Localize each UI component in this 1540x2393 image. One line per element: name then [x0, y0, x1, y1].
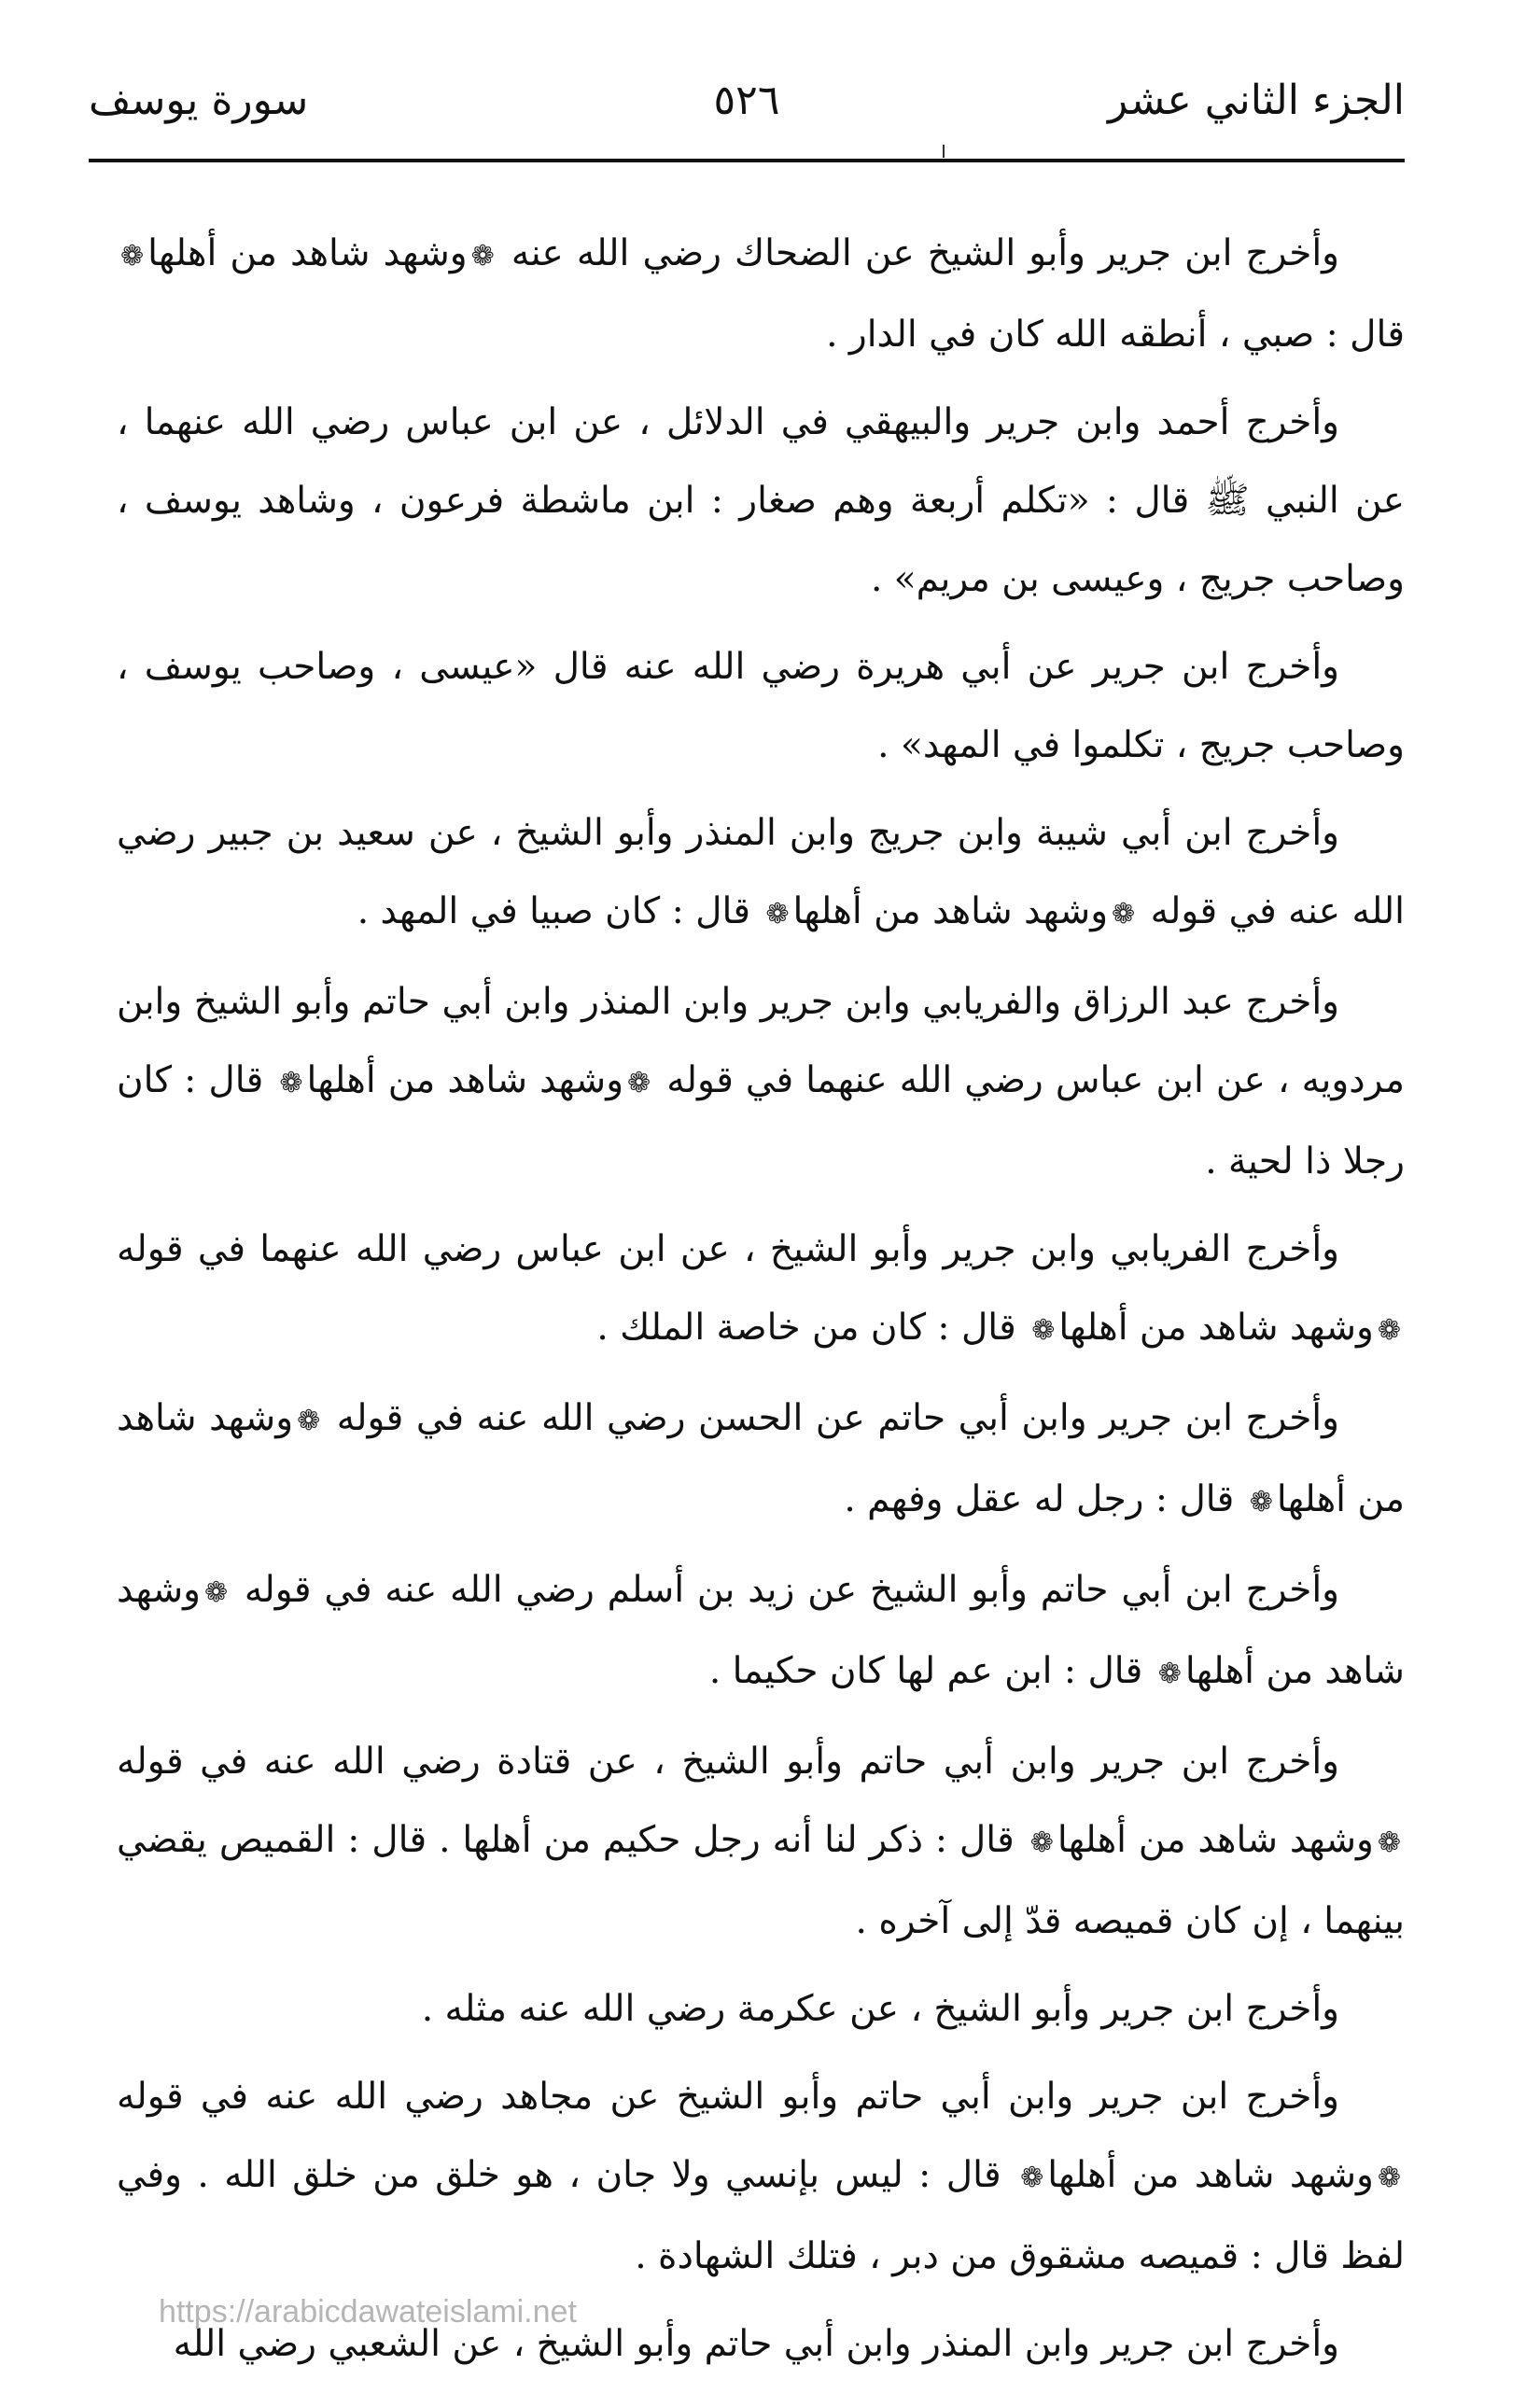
- paragraph-text: قال : كان رجلا ذا لحية .: [117, 1059, 1405, 1183]
- header-rule: [89, 159, 1405, 162]
- paragraph-text: قال : صبي ، أنطقه الله كان في الدار .: [826, 314, 1405, 356]
- paragraph-text: قال : ابن عم لها كان حكيما .: [708, 1650, 1155, 1692]
- quran-bracket-close-icon: ❁: [1157, 1658, 1182, 1690]
- quran-bracket-close-icon: ❁: [279, 1067, 303, 1099]
- body-text: [117, 215, 1405, 2393]
- paragraph: [117, 1379, 1405, 1542]
- header-rule-tick: [943, 145, 945, 158]
- paragraph: [117, 1970, 1405, 2049]
- quran-bracket-open-icon: ❁: [1377, 2162, 1401, 2194]
- paragraph-text: وأخرج أحمد وابن جرير والبيهقي في الدلائل ، عن ابن عباس رضي الله عنهما ، عن النبي ﷺ قال : «تكلم أربعة وهم صغار : ابن ماشطة فرعون ، وشاهد يوسف ، وصاحب جريج ، وعيسى بن مريم» .: [117, 401, 1405, 600]
- part-title: الجزء الثاني عشر: [1108, 77, 1405, 124]
- paragraph: [117, 215, 1405, 374]
- paragraph-text: وأخرج ابن جرير وابن أبي حاتم عن الحسن رضي الله عنه في قوله: [324, 1397, 1339, 1439]
- paragraph-text: قال : ليس بإنسي ولا جان ، هو خلق من خلق الله . وفي لفظ قال : قميصه مشقوق من دبر ، فتلك الشهادة .: [117, 2154, 1405, 2277]
- paragraph-text: وأخرج ابن جرير عن أبي هريرة رضي الله عنه قال «عيسى ، وصاحب يوسف ، وصاحب جريج ، تكلموا في المهد» .: [117, 646, 1405, 766]
- quran-bracket-open-icon: ❁: [297, 1405, 321, 1437]
- paragraph: [117, 1551, 1405, 1714]
- paragraph-text: وأخرج عبد الرزاق والفريابي وابن جرير وابن المنذر وابن أبي حاتم وأبو الشيخ وابن مردويه ، عن ابن عباس رضي الله عنهما في قوله: [117, 981, 1406, 1101]
- paragraph-text: وأخرج ابن جرير وابن المنذر وابن أبي حاتم وأبو الشيخ ، عن الشعبي رضي الله: [173, 2323, 1339, 2365]
- paragraph-text: قال : رجل له عقل وفهم .: [844, 1478, 1246, 1520]
- quran-bracket-open-icon: ❁: [470, 240, 495, 273]
- paragraph: [117, 1723, 1405, 1961]
- paragraph-text: وأخرج ابن أبي شيبة وابن جريج وابن المنذر وأبو الشيخ ، عن سعيد بن جبير رضي الله عنه في قوله: [117, 812, 1405, 932]
- quran-bracket-close-icon: ❁: [120, 240, 145, 273]
- paragraph-text: وأخرج ابن جرير وأبو الشيخ عن الضحاك رضي الله عنه: [497, 232, 1339, 274]
- quran-bracket-open-icon: ❁: [1377, 1826, 1402, 1859]
- page-number: ٥٢٦: [713, 77, 780, 124]
- paragraph-text: وشهد شاهد من أهلها: [117, 1569, 1405, 1692]
- paragraph: [117, 384, 1405, 619]
- quran-bracket-open-icon: ❁: [1377, 1314, 1401, 1347]
- paragraph-text: وشهد شاهد من أهلها: [117, 1397, 1405, 1520]
- paragraph-text: وشهد شاهد من أهلها: [147, 232, 468, 274]
- quran-bracket-open-icon: ❁: [1112, 898, 1136, 931]
- quran-bracket-close-icon: ❁: [1249, 1486, 1273, 1518]
- paragraph: [117, 794, 1405, 954]
- paragraph-text: وأخرج ابن جرير وأبو الشيخ ، عن عكرمة رضي الله عنه مثله .: [421, 1988, 1339, 2030]
- paragraph-text: قال : كان صبيا في المهد .: [357, 890, 763, 932]
- paragraph-text: وشهد شاهد من أهلها: [1058, 1307, 1374, 1349]
- paragraph-text: وأخرج ابن جرير وابن أبي حاتم وأبو الشيخ عن مجاهد رضي الله عنه في قوله: [117, 2076, 1339, 2118]
- quran-bracket-close-icon: ❁: [765, 898, 790, 931]
- paragraph: [117, 628, 1405, 785]
- paragraph: [117, 1210, 1405, 1370]
- watermark-url: https://arabicdawateislami.net: [159, 2294, 577, 2330]
- paragraph-text: وأخرج الفريابي وابن جرير وأبو الشيخ ، عن ابن عباس رضي الله عنهما في قوله: [117, 1228, 1339, 1270]
- quran-bracket-close-icon: ❁: [1020, 2162, 1044, 2194]
- surah-title: سورة يوسف: [89, 77, 309, 124]
- quran-bracket-close-icon: ❁: [1029, 1826, 1054, 1859]
- running-header: [89, 65, 1405, 140]
- paragraph-text: قال : ذكر لنا أنه رجل حكيم من أهلها . قال : القميص يقضي بينهما ، إن كان قميصه قدّ إلى آخره .: [117, 1819, 1405, 1942]
- paragraph: [117, 2058, 1405, 2296]
- paragraph-text: وأخرج ابن جرير وابن أبي حاتم وأبو الشيخ ، عن قتادة رضي الله عنه في قوله: [117, 1741, 1339, 1783]
- quran-bracket-open-icon: ❁: [203, 1576, 229, 1609]
- paragraph-text: وشهد شاهد من أهلها: [1057, 1819, 1374, 1861]
- paragraph-text: وشهد شاهد من أهلها: [1047, 2154, 1374, 2196]
- paragraph-text: وشهد شاهد من أهلها: [306, 1059, 624, 1101]
- paragraph-text: وأخرج ابن أبي حاتم وأبو الشيخ عن زيد بن أسلم رضي الله عنه في قوله: [231, 1569, 1339, 1611]
- paragraph-text: وشهد شاهد من أهلها: [792, 890, 1109, 932]
- quran-bracket-open-icon: ❁: [627, 1067, 651, 1099]
- paragraph: [117, 963, 1405, 1201]
- quran-bracket-close-icon: ❁: [1031, 1314, 1056, 1347]
- paragraph-text: قال : كان من خاصة الملك .: [596, 1307, 1029, 1349]
